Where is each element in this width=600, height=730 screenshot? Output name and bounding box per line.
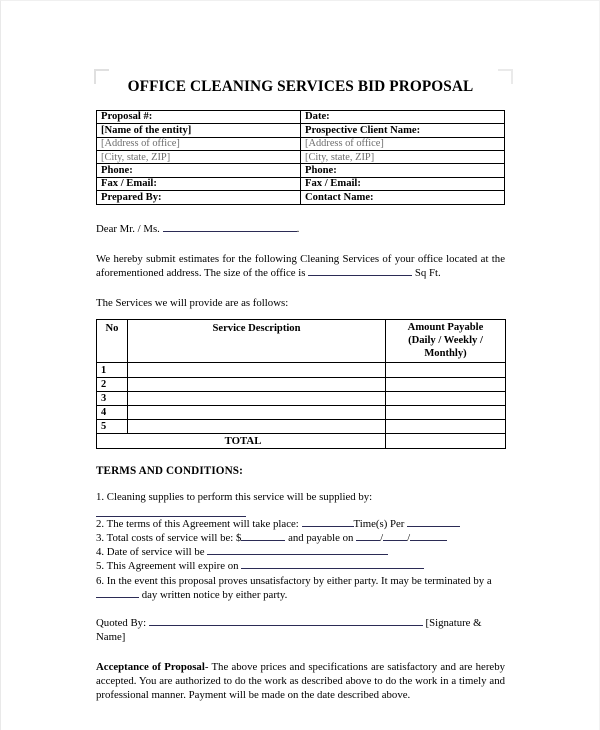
term-3-cost-fill-line[interactable] <box>241 531 285 541</box>
term-1-fill-line[interactable] <box>96 505 246 517</box>
term-3-text-a: 3. Total costs of service will be: $ <box>96 531 242 544</box>
service-description-cell[interactable] <box>128 363 386 377</box>
document-content <box>96 79 505 714</box>
table-row <box>97 391 506 405</box>
table-row <box>97 137 505 150</box>
party-cell-right: Date: <box>301 110 505 123</box>
services-table <box>96 319 506 450</box>
table-header-row <box>97 319 506 363</box>
table-row <box>97 177 505 190</box>
quoted-by-line <box>96 616 505 645</box>
table-row <box>97 363 506 377</box>
table-row <box>97 110 505 123</box>
term-3-text-b: and payable on <box>288 531 354 544</box>
table-row <box>97 191 505 204</box>
table-row <box>97 377 506 391</box>
total-label: TOTAL <box>97 434 386 449</box>
party-cell-right: Contact Name: <box>301 191 505 204</box>
term-3-month-fill-line[interactable] <box>356 531 380 541</box>
estimate-paragraph <box>96 252 505 280</box>
term-item-1 <box>96 490 505 504</box>
service-amount-cell[interactable] <box>386 363 506 377</box>
salutation-line <box>96 222 505 236</box>
party-cell-left: [Name of the entity] <box>97 124 301 137</box>
table-total-row <box>97 434 506 449</box>
term-2-text-a: 2. The terms of this Agreement will take place: <box>96 517 299 530</box>
party-cell-left: [Address of office] <box>97 137 301 150</box>
quoted-by-fill-line[interactable] <box>149 616 423 626</box>
term-item-6 <box>96 574 505 603</box>
service-row-number: 5 <box>97 420 128 434</box>
salutation-trailing: . <box>296 222 300 235</box>
acceptance-heading: Acceptance of Proposal <box>96 660 205 673</box>
term-item-4 <box>96 545 505 559</box>
term-6-text-a: 6. In the event this proposal proves unsatisfactory by either party. It may be terminated by a <box>96 574 492 587</box>
party-cell-right: Prospective Client Name: <box>301 124 505 137</box>
acceptance-paragraph <box>96 660 505 703</box>
term-3-year-fill-line[interactable] <box>410 531 447 541</box>
term-3-separator-2: / <box>407 531 411 544</box>
service-amount-cell[interactable] <box>386 406 506 420</box>
party-cell-right: Phone: <box>301 164 505 177</box>
term-item-2 <box>96 517 505 531</box>
party-cell-right: [City, state, ZIP] <box>301 150 505 163</box>
service-amount-cell[interactable] <box>386 391 506 405</box>
amount-header-line-1: Amount Payable <box>407 321 484 333</box>
service-row-number: 4 <box>97 406 128 420</box>
signature-note: [Signature & Name] <box>96 617 482 644</box>
table-row <box>97 124 505 137</box>
party-cell-left: Proposal #: <box>97 110 301 123</box>
service-description-cell[interactable] <box>128 391 386 405</box>
salutation-label: Dear Mr. / Ms. <box>96 222 160 235</box>
term-4-fill-line[interactable] <box>207 545 388 555</box>
column-header-service-description: Service Description <box>128 319 386 363</box>
terms-heading: TERMS AND CONDITIONS: <box>96 465 243 478</box>
service-amount-cell[interactable] <box>386 377 506 391</box>
term-1-text: 1. Cleaning supplies to perform this service will be supplied by: <box>96 491 373 504</box>
salutation-fill-line[interactable] <box>163 222 297 232</box>
term-2-text-b: Time(s) Per <box>353 517 405 530</box>
amount-header-line-3: Monthly) <box>424 347 467 359</box>
table-row <box>97 406 506 420</box>
term-item-5 <box>96 559 505 573</box>
table-row <box>97 420 506 434</box>
total-amount-cell[interactable] <box>386 434 506 449</box>
table-row <box>97 164 505 177</box>
term-item-3 <box>96 531 505 545</box>
party-cell-right: Fax / Email: <box>301 177 505 190</box>
term-2-times-fill-line[interactable] <box>302 517 354 527</box>
party-cell-left: Phone: <box>97 164 301 177</box>
term-6-days-fill-line[interactable] <box>96 588 139 598</box>
term-6-text-b: day written notice by either party. <box>141 588 288 601</box>
term-5-text: 5. This Agreement will expire on <box>96 560 239 573</box>
party-cell-left: Fax / Email: <box>97 177 301 190</box>
estimate-text-part2: Sq Ft. <box>414 266 441 279</box>
term-4-text: 4. Date of service will be <box>96 546 205 559</box>
service-row-number: 1 <box>97 363 128 377</box>
service-description-cell[interactable] <box>128 420 386 434</box>
service-description-cell[interactable] <box>128 406 386 420</box>
service-amount-cell[interactable] <box>386 420 506 434</box>
service-description-cell[interactable] <box>128 377 386 391</box>
page-title: OFFICE CLEANING SERVICES BID PROPOSAL <box>127 78 474 95</box>
estimate-text-part1: We hereby submit estimates for the following Cleaning Services of your office located at the aforementioned address. The size of the office is <box>96 252 505 279</box>
service-row-number: 3 <box>97 391 128 405</box>
quoted-by-label: Quoted By: <box>96 617 147 630</box>
term-3-day-fill-line[interactable] <box>383 531 407 541</box>
table-row <box>97 150 505 163</box>
column-header-no: No <box>97 319 128 363</box>
office-size-fill-line[interactable] <box>308 266 412 276</box>
column-header-amount-payable <box>386 319 506 363</box>
party-cell-right: [Address of office] <box>301 137 505 150</box>
services-intro-line: The Services we will provide are as follows: <box>96 296 289 309</box>
acceptance-body: - The above prices and specifications are satisfactory and are hereby accepted. You are authorized to do the work as described above to do the work in a timely and professional manner. Payment will be made on the date described above. <box>96 660 505 702</box>
party-cell-left: Prepared By: <box>97 191 301 204</box>
term-2-period-fill-line[interactable] <box>407 517 460 527</box>
service-row-number: 2 <box>97 377 128 391</box>
party-information-table <box>96 110 505 205</box>
party-cell-left: [City, state, ZIP] <box>97 150 301 163</box>
terms-list <box>96 490 505 602</box>
term-5-fill-line[interactable] <box>241 559 424 569</box>
term-3-separator-1: / <box>380 531 384 544</box>
amount-header-line-2: (Daily / Weekly / <box>408 334 483 346</box>
